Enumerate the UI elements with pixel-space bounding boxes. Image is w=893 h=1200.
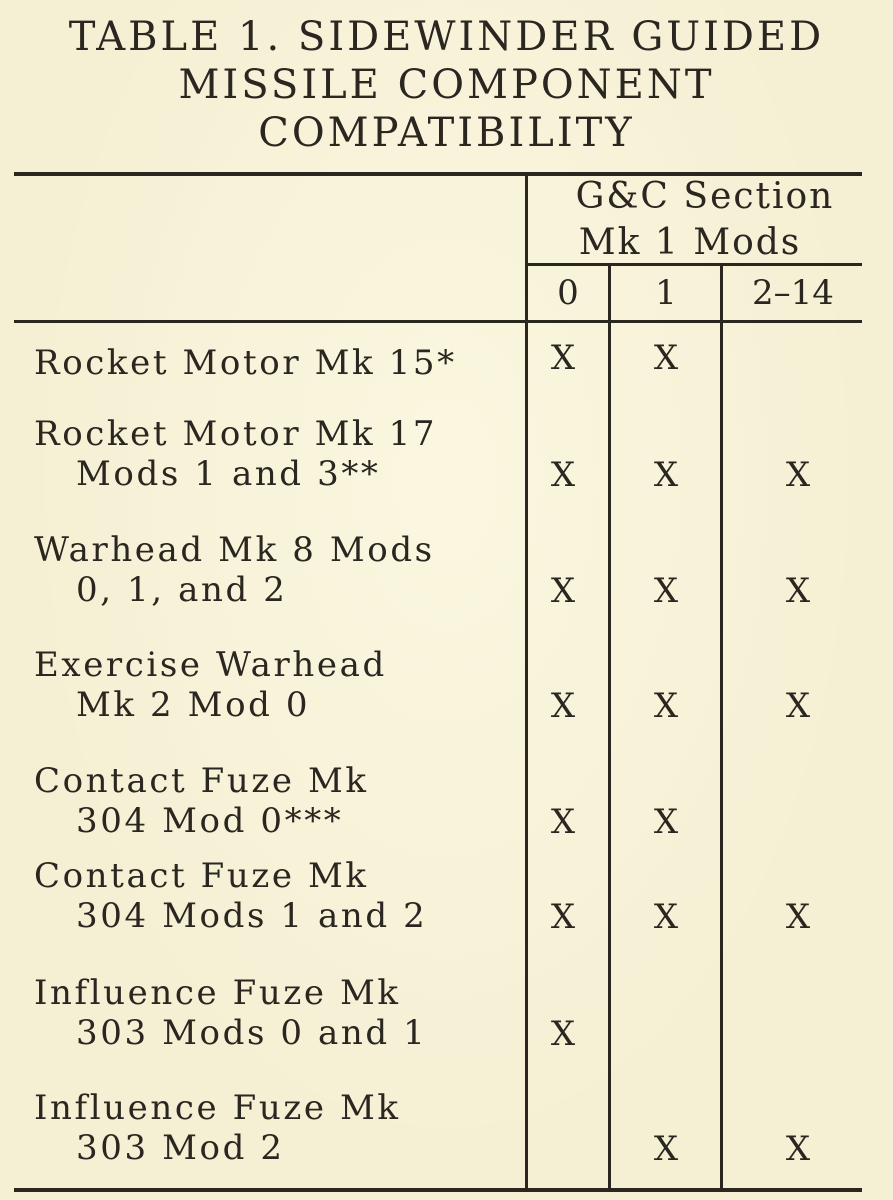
row-label-line-2: 303 Mods 0 and 1 xyxy=(76,1013,428,1053)
column-divider-0-1 xyxy=(608,265,611,1190)
column-group-header-line-2: Mk 1 Mods xyxy=(578,222,802,263)
header-group-rule xyxy=(527,263,862,266)
row-label-warhead-mk8 xyxy=(34,530,435,610)
cell-mark: X xyxy=(785,686,811,726)
row-label-contact-fuze-mods1-2 xyxy=(34,856,427,936)
row-label-line-2: Mods 1 and 3** xyxy=(76,454,381,494)
table-bottom-rule xyxy=(14,1188,862,1192)
cell-mark: X xyxy=(785,897,811,937)
column-header-mod-2-14: 2–14 xyxy=(752,273,834,313)
column-header-mod-1: 1 xyxy=(655,273,677,313)
row-label-contact-fuze-mod0 xyxy=(34,761,369,841)
table-title-line-1: TABLE 1. SIDEWINDER GUIDED xyxy=(68,14,825,60)
row-label-exercise-warhead xyxy=(34,645,387,725)
row-label-line-1: Rocket Motor Mk 17 xyxy=(34,414,438,454)
column-group-header-line-1: G&C Section xyxy=(575,176,835,217)
cell-mark: X xyxy=(550,455,576,495)
row-label-line-1: Exercise Warhead xyxy=(34,645,387,685)
cell-mark: X xyxy=(550,897,576,937)
row-label-rocket-motor-mk15 xyxy=(34,343,457,383)
row-label-line-2: Mk 2 Mod 0 xyxy=(76,685,311,725)
cell-mark: X xyxy=(653,897,679,937)
row-label-line-2: 0, 1, and 2 xyxy=(76,570,288,610)
cell-mark: X xyxy=(550,338,576,378)
row-label-influence-fuze-mods0-1 xyxy=(34,973,427,1053)
table-title-line-3: COMPATIBILITY xyxy=(258,110,635,156)
column-divider-stub xyxy=(525,174,528,1190)
cell-mark: X xyxy=(550,686,576,726)
row-label-line-2: 304 Mods 1 and 2 xyxy=(76,896,428,936)
table-title-line-2: MISSILE COMPONENT xyxy=(178,62,715,108)
cell-mark: X xyxy=(785,1129,811,1169)
cell-mark: X xyxy=(785,455,811,495)
cell-mark: X xyxy=(653,686,679,726)
cell-mark: X xyxy=(653,802,679,842)
cell-mark: X xyxy=(550,1014,576,1054)
row-label-line-2: 304 Mod 0*** xyxy=(76,801,344,841)
header-bottom-rule xyxy=(14,320,862,323)
row-label-line-1: Contact Fuze Mk xyxy=(34,761,369,801)
cell-mark: X xyxy=(785,571,811,611)
column-header-mod-0: 0 xyxy=(557,273,579,313)
cell-mark: X xyxy=(653,338,679,378)
row-label-rocket-motor-mk17 xyxy=(34,414,437,494)
cell-mark: X xyxy=(653,571,679,611)
cell-mark: X xyxy=(550,571,576,611)
cell-mark: X xyxy=(653,1129,679,1169)
cell-mark: X xyxy=(550,802,576,842)
cell-mark: X xyxy=(653,455,679,495)
column-divider-1-2 xyxy=(720,265,723,1190)
row-label-line-1: Influence Fuze Mk xyxy=(34,973,401,1013)
row-label-influence-fuze-mod2 xyxy=(34,1088,401,1168)
row-label-line-1: Rocket Motor Mk 15* xyxy=(34,343,457,383)
row-label-line-1: Warhead Mk 8 Mods xyxy=(34,530,435,570)
row-label-line-2: 303 Mod 2 xyxy=(76,1128,285,1168)
row-label-line-1: Contact Fuze Mk xyxy=(34,856,369,896)
row-label-line-1: Influence Fuze Mk xyxy=(34,1088,401,1128)
